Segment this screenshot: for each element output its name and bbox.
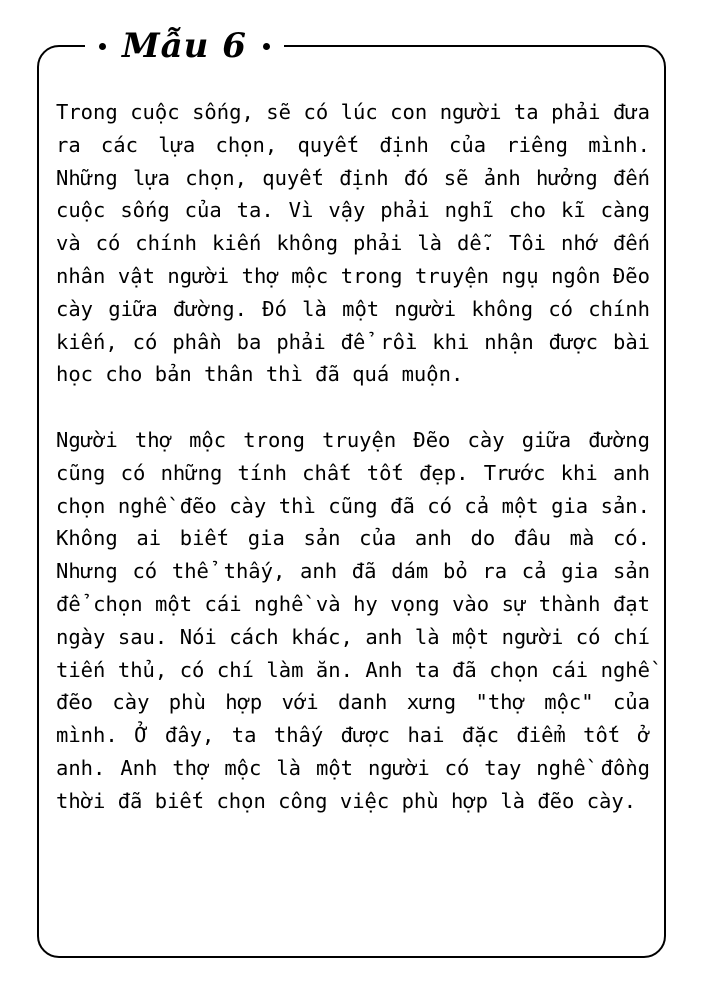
paragraph-spacer [56, 391, 650, 424]
title-banner [85, 18, 284, 74]
paragraph-2: Người thợ mộc trong truyện Đẽo cày giữa đường cũng có những tính chất tốt đẹp. Trước khi anh chọn nghề đẽo cày thì cũng đã có cả một gia sản. Không ai biết gia sản của anh do đâu mà có. Nhưng có thể thấy, anh đã dám bỏ ra cả gia sản để chọn một cái nghề và hy vọng vào sự thành đạt ngày sau. Nói cách khác, anh là một người có chí tiến thủ, có chí làm ăn. Anh ta đã chọn cái nghề đẽo cày phù hợp với danh xưng "thợ mộc" của mình. Ở đây, ta thấy được hai đặc điểm tốt ở anh. Anh thợ mộc là một người có tay nghề đồng thời đã biết chọn công việc phù hợp là đẽo cày. [56, 427, 650, 813]
essay-body [56, 96, 650, 818]
right-dot-icon [263, 43, 270, 50]
page-title: Mẫu 6 [122, 26, 247, 66]
left-dot-icon [99, 43, 106, 50]
paragraph-1: Trong cuộc sống, sẽ có lúc con người ta phải đưa ra các lựa chọn, quyết định của riêng mình. Những lựa chọn, quyết định đó sẽ ảnh hưởng đến cuộc sống của ta. Vì vậy phải nghĩ cho kĩ càng và có chính kiến không phải là dễ. Tôi nhớ đến nhân vật người thợ mộc trong truyện ngụ ngôn Đẽo cày giữa đường. Đó là một người không có chính kiến, có phần ba phải để rồi khi nhận được bài học cho bản thân thì đã quá muộn. [56, 100, 650, 387]
